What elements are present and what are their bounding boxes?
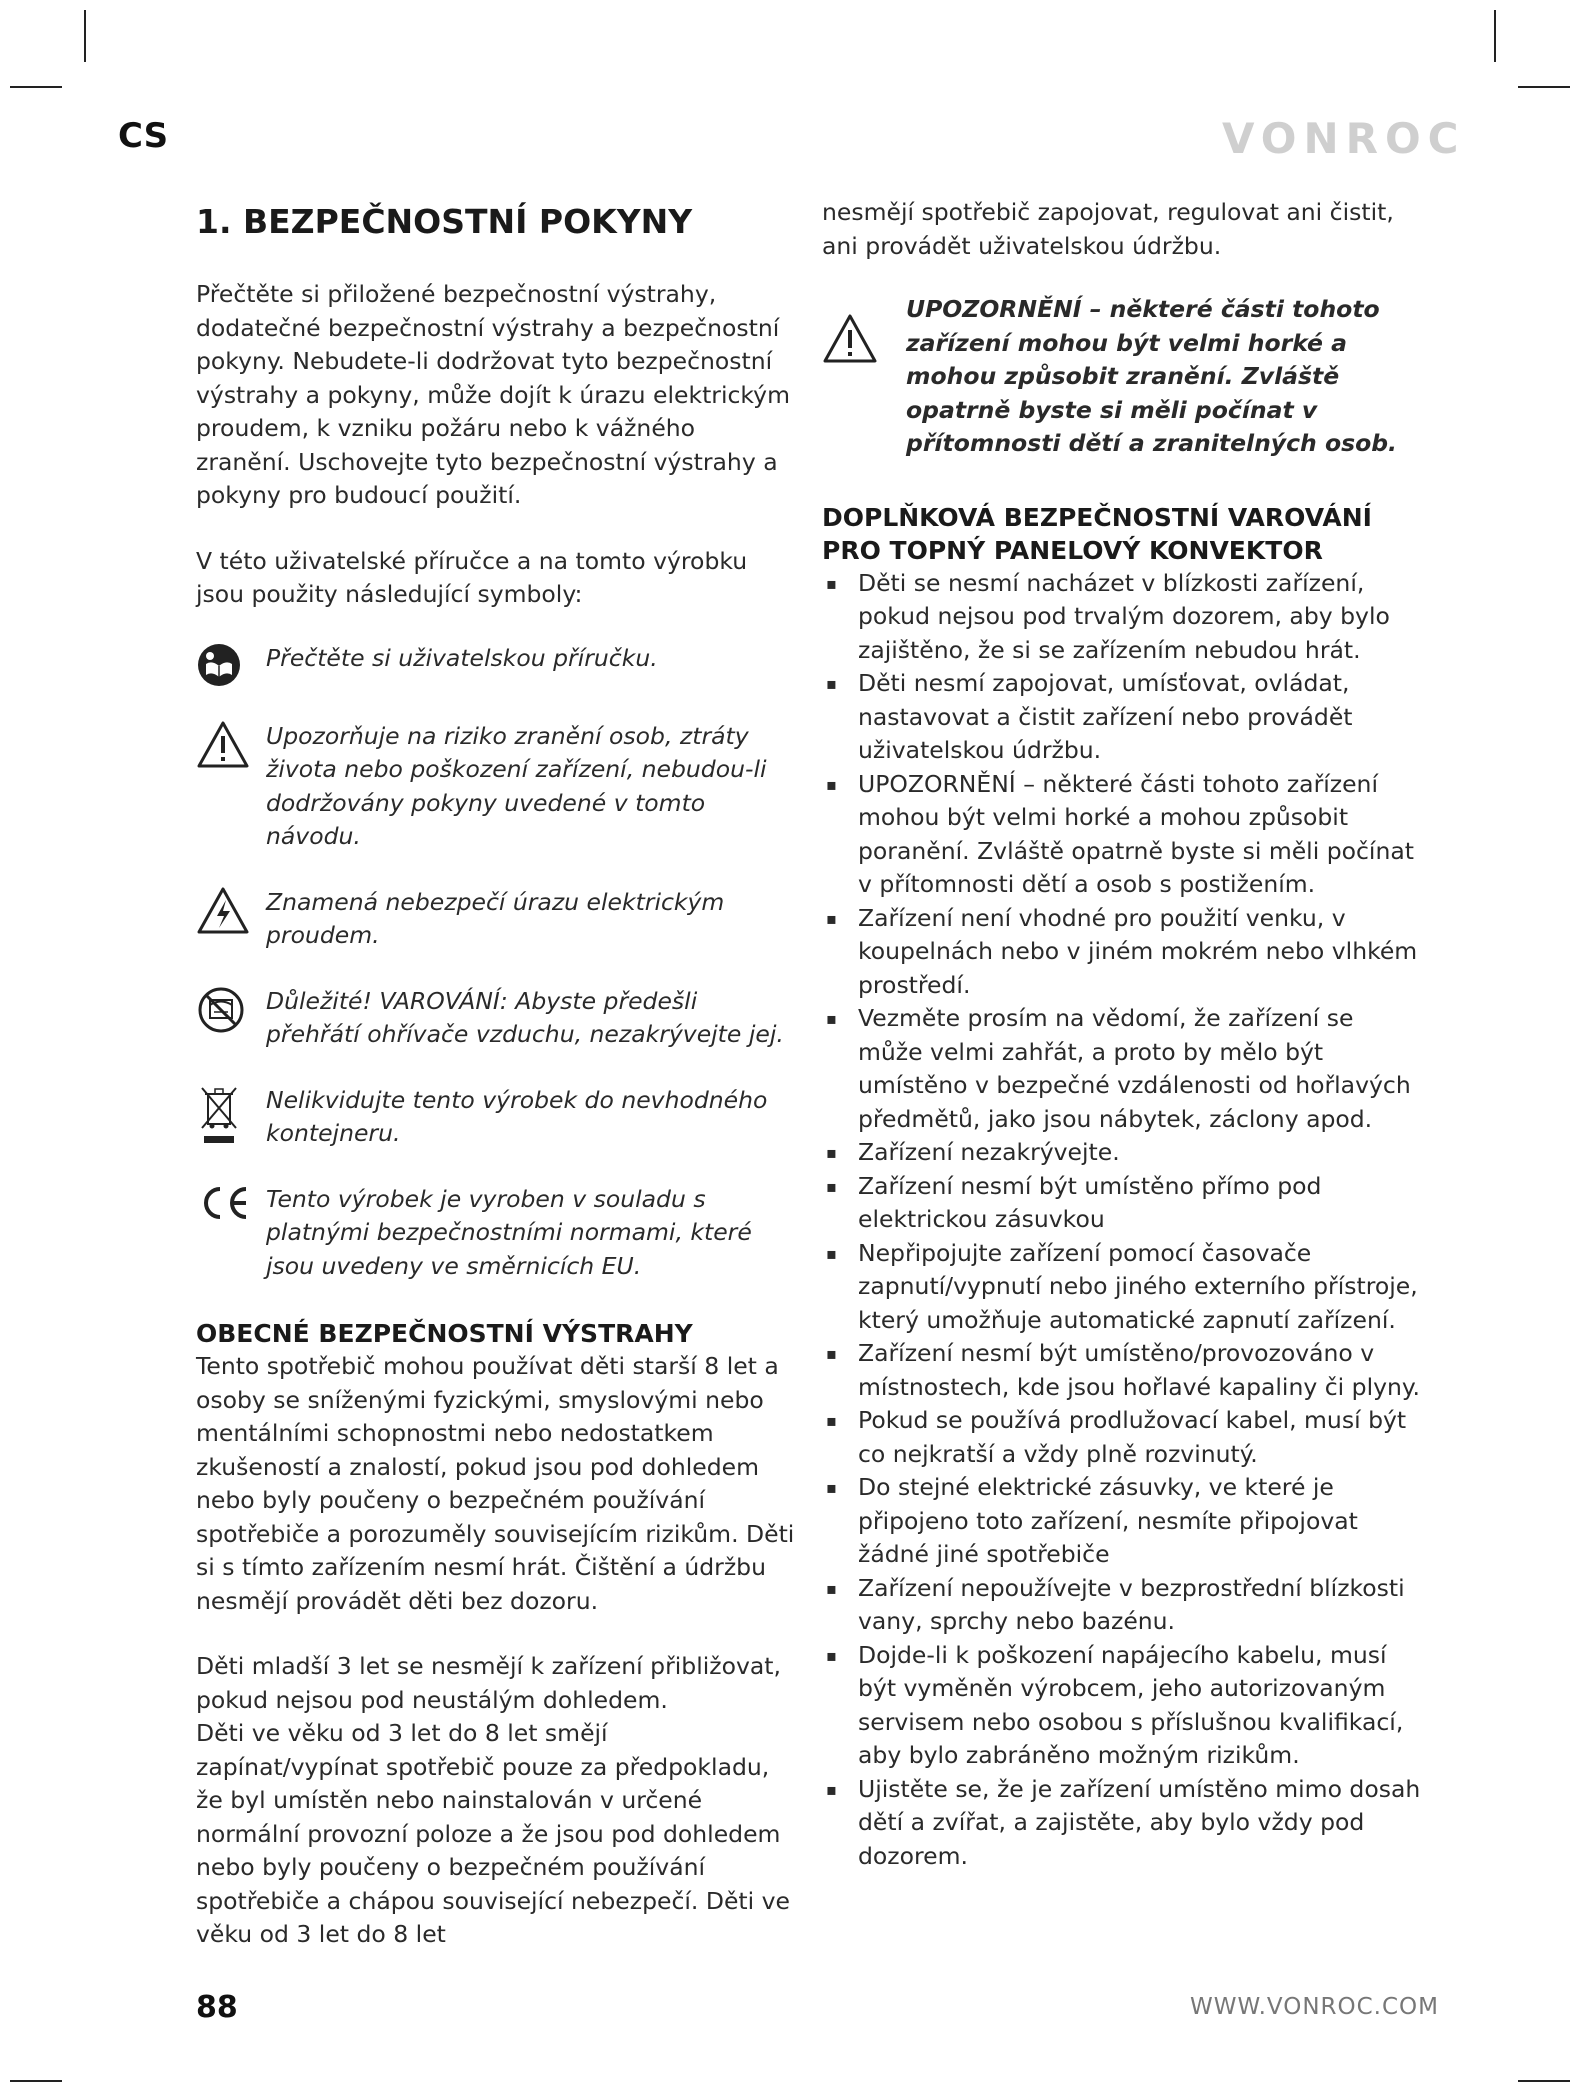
warning-triangle-icon: [822, 293, 906, 369]
crop-mark: [84, 10, 86, 62]
list-item: ▪ Ujistěte se, že je zařízení umístěno mimo dosah dětí a zvířat, a zajistěte, aby bylo vždy pod dozorem.: [822, 1773, 1422, 1874]
list-item: ▪ UPOZORNĚNÍ – některé části tohoto zařízení mohou být velmi horké a mohou způsobit poranění. Zvláště opatrně byste si měli počínat v přítomnosti dětí a osob s postižením.: [822, 768, 1422, 902]
additional-warnings-heading: DOPLŇKOVÁ BEZPEČNOSTNÍ VAROVÁNÍ PRO TOPNÝ PANELOVÝ KONVEKTOR: [822, 502, 1372, 565]
list-item: ▪ Do stejné elektrické zásuvky, ve které je připojeno toto zařízení, nesmíte připojovat žádné jiné spotřebiče: [822, 1471, 1422, 1572]
left-column: [196, 196, 796, 1952]
crop-mark: [1518, 86, 1570, 88]
ce-mark-icon: [196, 1183, 266, 1223]
list-item: ▪ Děti se nesmí nacházet v blízkosti zařízení, pokud nejsou pod trvalým dozorem, aby bylo zajištěno, že si se zařízením nebudou hrát.: [822, 567, 1422, 668]
symbol-row: [196, 985, 796, 1052]
crossed-bin-icon: [196, 1084, 266, 1146]
warning-triangle-icon: [196, 720, 266, 770]
right-column: [822, 196, 1422, 1873]
list-item: ▪ Děti nesmí zapojovat, umísťovat, ovládat, nastavovat a čistit zařízení nebo provádět uživatelskou údržbu.: [822, 667, 1422, 768]
crop-mark: [1494, 10, 1496, 62]
hot-surface-warning: [822, 293, 1422, 461]
symbol-text: Znamená nebezpečí úrazu elektrickým proudem.: [266, 887, 725, 949]
section-title: 1. BEZPEČNOSTNÍ POKYNY: [196, 202, 693, 241]
brand-logo: VONROC: [1222, 114, 1466, 163]
symbol-row: [196, 1183, 796, 1284]
list-item: ▪ Nepřipojujte zařízení pomocí časovače zapnutí/vypnutí nebo jiného externího přístroje, který umožňuje automatické zapnutí zařízení.: [822, 1237, 1422, 1338]
continuation-paragraph: nesmějí spotřebič zapojovat, regulovat ani čistit, ani provádět uživatelskou údržbu.: [822, 198, 1394, 260]
symbol-text: Upozorňuje na riziko zranění osob, ztráty života nebo poškození zařízení, nebudou-li dodržovány pokyny uvedené v tomto návodu.: [266, 721, 767, 850]
symbols-intro: V této uživatelské příručce a na tomto výrobku jsou použity následující symboly:: [196, 546, 748, 608]
language-code: CS: [118, 116, 169, 156]
general-paragraph: Děti ve věku od 3 let do 8 let smějí zapínat/vypínat spotřebič pouze za předpokladu, že byl umístěn nebo nainstalován v určené normální provozní poloze a že jsou pod dohledem nebo byly poučeny o bezpečném používání spotřebiče a chápou související nebezpečí. Děti ve věku od 3 let do 8 let: [196, 1719, 790, 1948]
general-paragraph: Tento spotřebič mohou používat děti starší 8 let a osoby se sníženými fyzickými, smyslovými nebo mentálními schopnostmi nebo nedostatkem zkušeností a znalostí, pokud jsou pod dohledem nebo byly poučeny o bezpečném používání spotřebiče a porozuměly souvisejícím rizikům. Děti si s tímto zařízením nesmí hrát. Čištění a údržbu nesmějí provádět děti bez dozoru.: [196, 1352, 795, 1615]
crop-mark: [1518, 2080, 1570, 2082]
list-item: ▪ Zařízení nepoužívejte v bezprostřední blízkosti vany, sprchy nebo bazénu.: [822, 1572, 1422, 1639]
list-item: ▪ Vezměte prosím na vědomí, že zařízení se může velmi zahřát, a proto by mělo být umístěno v bezpečné vzdálenosti od hořlavých předmětů, jako jsou nábytek, záclony apod.: [822, 1002, 1422, 1136]
list-item: ▪ Zařízení nesmí být umístěno/provozováno v místnostech, kde jsou hořlavé kapaliny či plyny.: [822, 1337, 1422, 1404]
list-item: ▪ Pokud se používá prodlužovací kabel, musí být co nejkratší a vždy plně rozvinutý.: [822, 1404, 1422, 1471]
do-not-cover-icon: [196, 985, 266, 1035]
symbol-row: [196, 886, 796, 953]
symbol-text: Přečtěte si uživatelskou příručku.: [266, 643, 658, 672]
warnings-list: [822, 567, 1422, 1874]
intro-paragraph: Přečtěte si přiložené bezpečnostní výstrahy, dodatečné bezpečnostní výstrahy a bezpečnostní pokyny. Nebudete-li dodržovat tyto bezpečnostní výstrahy a pokyny, může dojít k úrazu elektrickým proudem, k vzniku požáru nebo k vážného zranění. Uschovejte tyto bezpečnostní výstrahy a pokyny pro budoucí použití.: [196, 280, 790, 509]
hot-warning-text: UPOZORNĚNÍ – některé části tohoto zařízení mohou být velmi horké a mohou způsobit zranění. Zvláště opatrně byste si měli počínat v přítomnosti dětí a zranitelných osob.: [906, 295, 1397, 457]
list-item: ▪ Zařízení nezakrývejte.: [822, 1136, 1422, 1170]
general-paragraph: Děti mladší 3 let se nesmějí k zařízení přibližovat, pokud nejsou pod neustálým dohledem.: [196, 1652, 781, 1714]
symbol-text: Tento výrobek je vyroben v souladu s platnými bezpečnostními normami, které jsou uvedeny ve směrnicích EU.: [266, 1184, 752, 1280]
symbol-text: Nelikvidujte tento výrobek do nevhodného kontejneru.: [266, 1085, 768, 1147]
general-warnings-heading: OBECNÉ BEZPEČNOSTNÍ VÝSTRAHY: [196, 1319, 693, 1348]
list-item: ▪ Zařízení není vhodné pro použití venku, v koupelnách nebo v jiném mokrém nebo vlhkém prostředí.: [822, 902, 1422, 1003]
symbol-row: [196, 1084, 796, 1151]
symbol-row: [196, 642, 796, 688]
page-number: 88: [196, 1990, 238, 2025]
read-manual-icon: [196, 642, 266, 688]
website-url: WWW.VONROC.COM: [1190, 1994, 1439, 2020]
symbol-text: Důležité! VAROVÁNÍ: Abyste předešli přehřátí ohřívače vzduchu, nezakrývejte jej.: [266, 986, 784, 1048]
list-item: ▪ Zařízení nesmí být umístěno přímo pod elektrickou zásuvkou: [822, 1170, 1422, 1237]
crop-mark: [10, 2080, 62, 2082]
symbol-row: [196, 720, 796, 854]
list-item: ▪ Dojde-li k poškození napájecího kabelu, musí být vyměněn výrobcem, jeho autorizovaným servisem nebo osobou s příslušnou kvalifikací, aby bylo zabráněno možným rizikům.: [822, 1639, 1422, 1773]
crop-mark: [10, 86, 62, 88]
electric-shock-icon: [196, 886, 266, 936]
